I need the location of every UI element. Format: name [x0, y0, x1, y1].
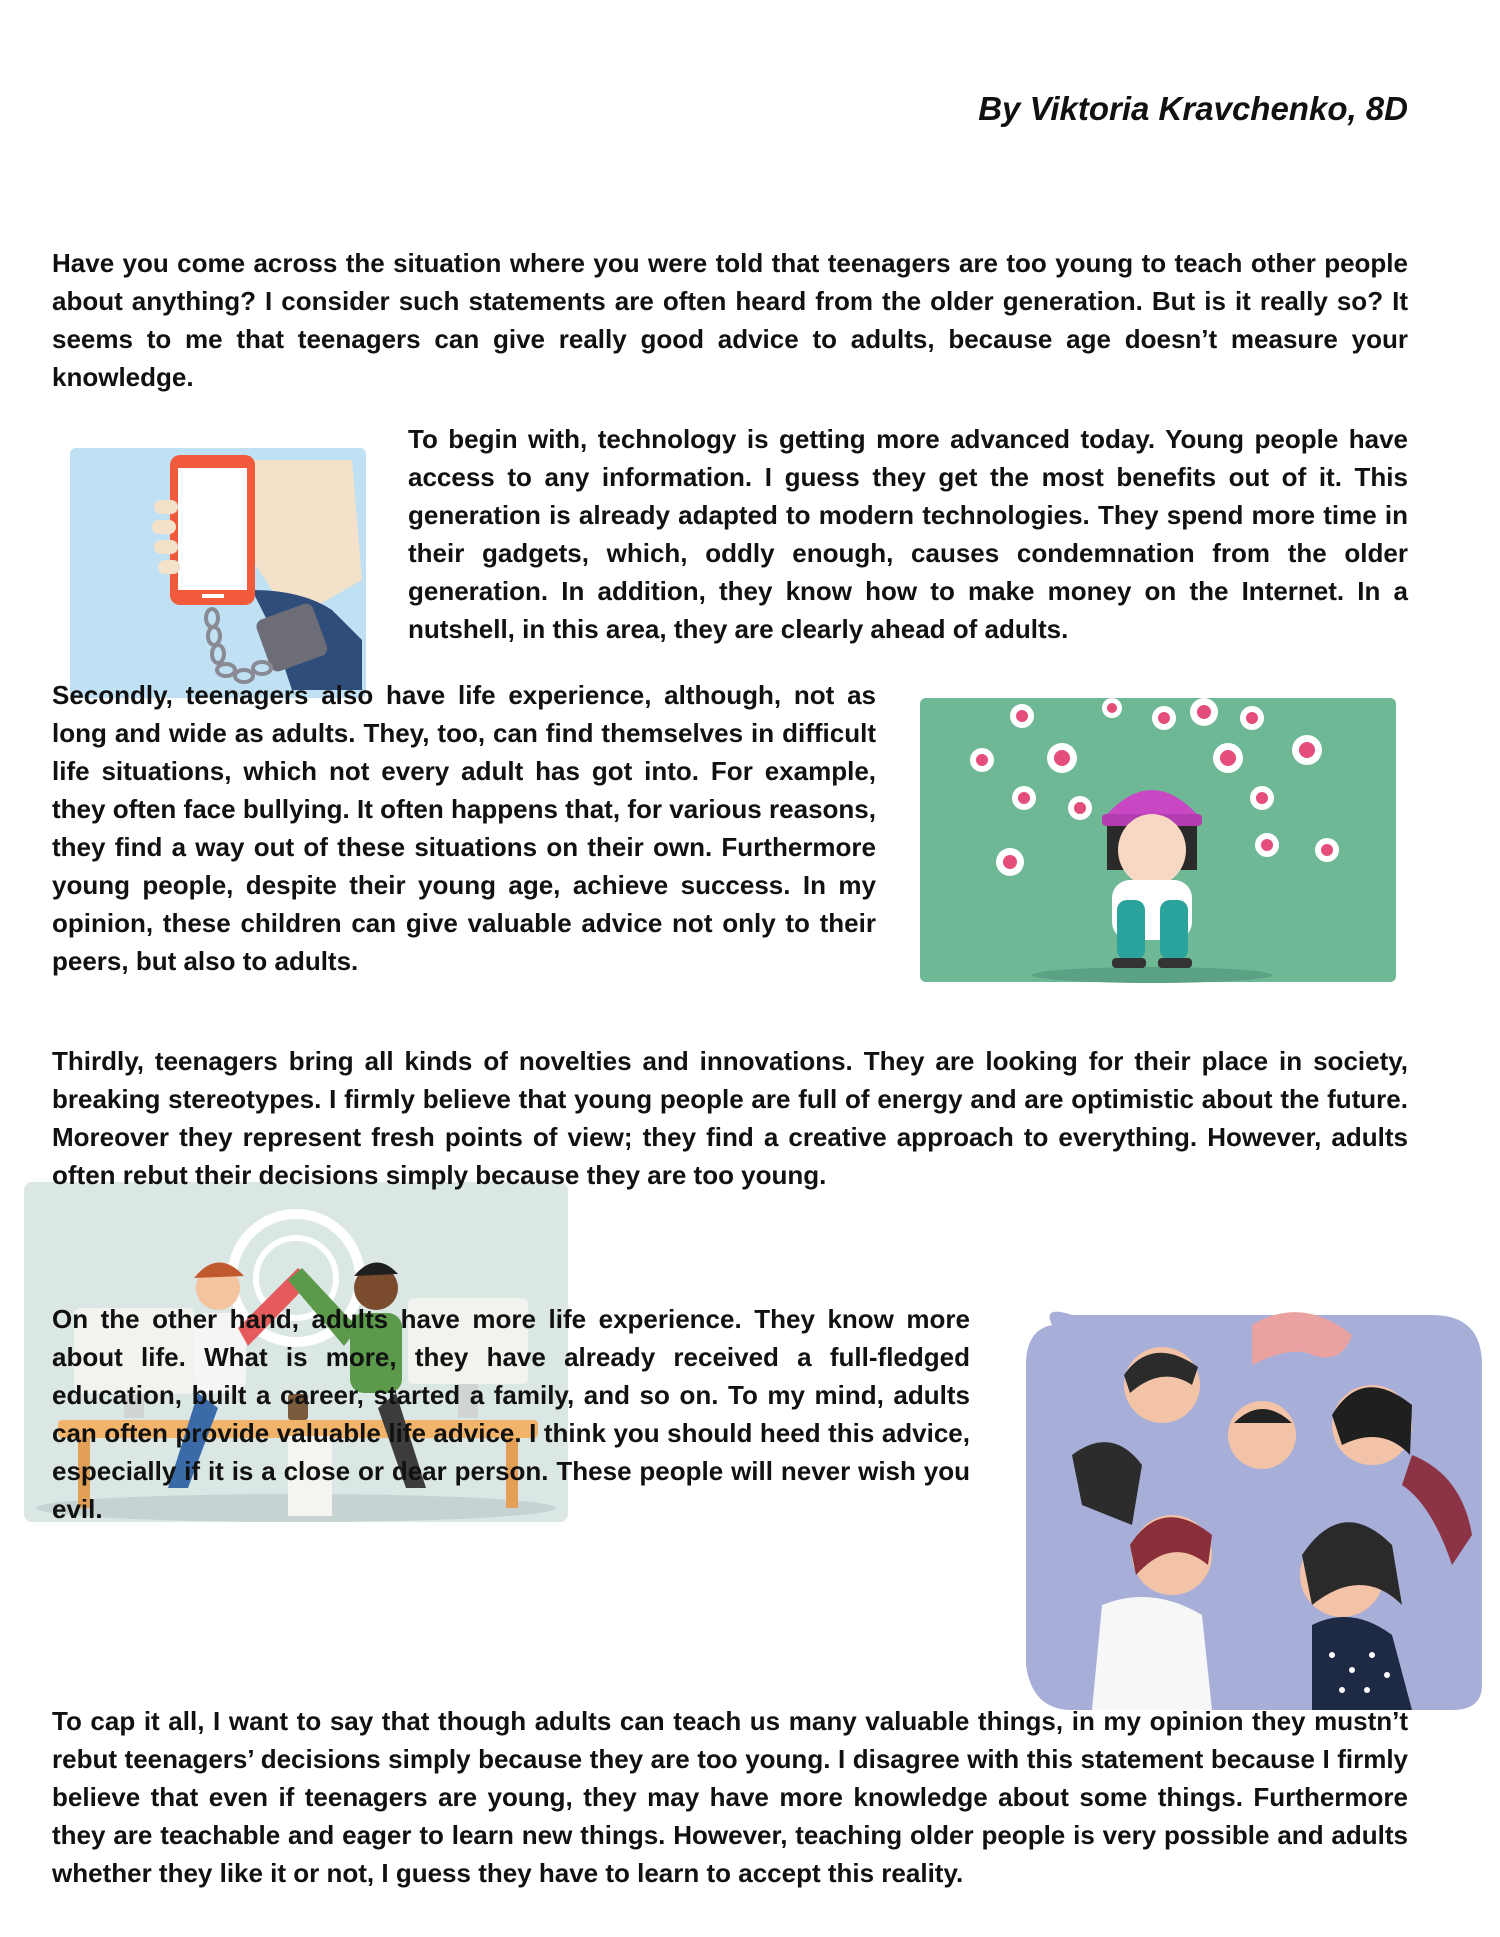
sad-teen-dislikes-illustration — [912, 690, 1404, 990]
adults-paragraph: On the other hand, adults have more life experience. They know more about life. What is more, they have already received a full-fledged education, built a career, started a family, and so on. To my mind, adults can often provide valuable life advice. I think you should heed this advice, especially if it is a close or dear person. These people will never wish you evil. — [52, 1304, 970, 1524]
technology-paragraph: To begin with, technology is getting more advanced today. Young people have access to any information. I guess they get the most benefits out of it. This generation is already adapted to modern technologies. They spend more time in their gadgets, which, oddly enough, causes condemnation from the older generation. In addition, they know how to make money on the Internet. In a nutshell, in this area, they are clearly ahead of adults. — [408, 424, 1408, 644]
phone-chain-illustration — [62, 440, 374, 705]
conclusion-paragraph: To cap it all, I want to say that though adults can teach us many valuable things, in my opinion they mustn’t rebut teenagers’ decisions simply because they are too young. I disagree with this statement because I firmly believe that even if teenagers are young, they may have more knowledge about some things. Furthermore they are teachable and eager to learn new things. However, teaching older people is very possible and adults whether they like it or not, I guess they have to learn to accept this reality. — [52, 1706, 1408, 1888]
innovations-paragraph: Thirdly, teenagers bring all kinds of novelties and innovations. They are looking for their place in society, breaking stereotypes. I firmly believe that young people are full of energy and are optimistic about the future. Moreover they represent fresh points of view; they find a creative approach to everything. However, adults often rebut their decisions simply because they are too young. — [52, 1046, 1408, 1190]
author-byline: By Viktoria Kravchenko, 8D — [978, 90, 1408, 127]
life-experience-paragraph: Secondly, teenagers also have life experience, although, not as long and wide as adults. They, too, can find themselves in difficult life situations, which not every adult has got into. For example, they often face bullying. It often happens that, for various reasons, they find a way out of these situations on their own. Furthermore young people, despite their young age, achieve success. In my opinion, these children can give valuable advice not only to their peers, but also to adults. — [52, 680, 876, 976]
adults-circle-illustration — [1012, 1305, 1490, 1717]
intro-paragraph: Have you come across the situation where you were told that teenagers are too young to teach other people about anything? I consider such statements are often heard from the older generation. But is it really so? It seems to me that teenagers can give really good advice to adults, because age doesn’t measure your knowledge. — [52, 248, 1408, 392]
